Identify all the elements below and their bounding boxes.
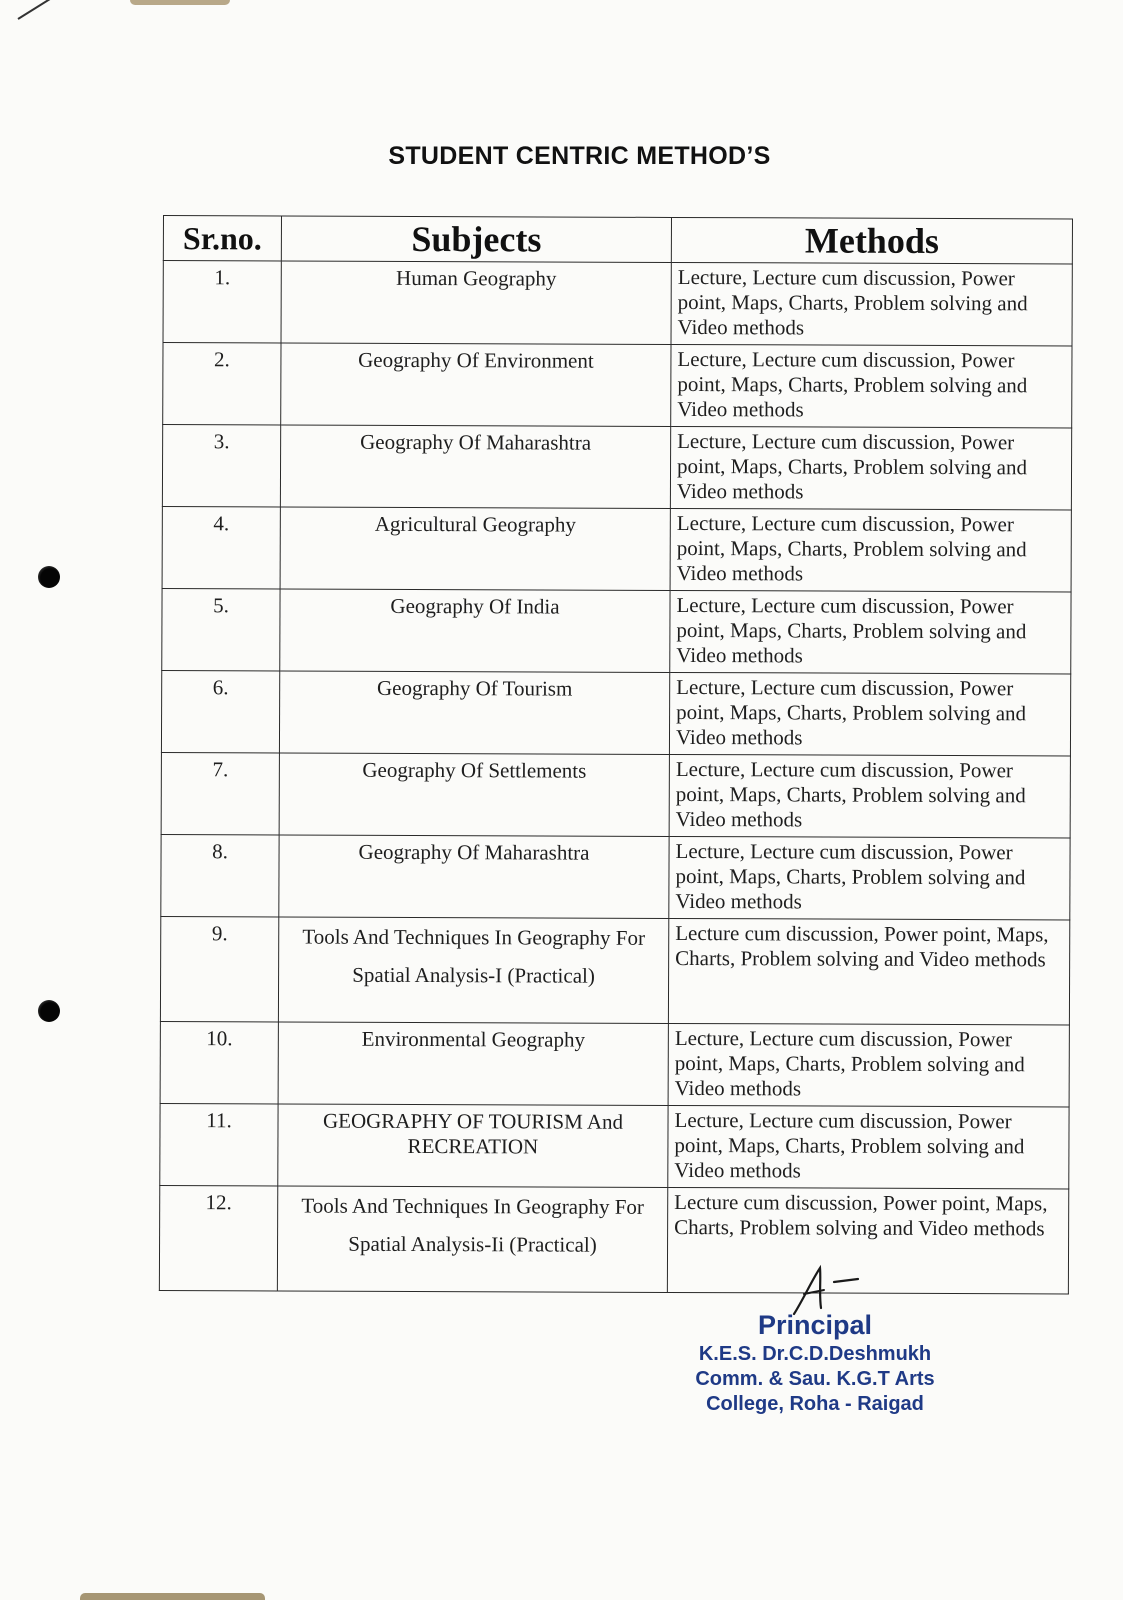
table-row xyxy=(163,343,1072,428)
sr-no-cell: 10. xyxy=(160,1021,278,1103)
pen-mark xyxy=(17,0,56,20)
table-row xyxy=(159,1185,1068,1293)
methods-cell: Lecture, Lecture cum discussion, Power point, Maps, Charts, Problem solving and Video methods xyxy=(668,1023,1069,1107)
sr-no-cell: 5. xyxy=(162,588,280,670)
methods-cell: Lecture cum discussion, Power point, Maps, Charts, Problem solving and Video methods xyxy=(668,918,1069,1025)
paper-tab-bottom xyxy=(80,1593,265,1600)
table-row xyxy=(162,425,1071,510)
methods-cell: Lecture, Lecture cum discussion, Power point, Maps, Charts, Problem solving and Video methods xyxy=(669,836,1070,920)
subject-cell: Human Geography xyxy=(281,261,671,344)
stamp-line-location: College, Roha - Raigad xyxy=(706,1393,924,1415)
subject-cell: Agricultural Geography xyxy=(280,507,670,590)
subject-cell: Geography Of Maharashtra xyxy=(279,835,669,918)
stamp-title: Principal xyxy=(757,1310,873,1340)
methods-cell: Lecture, Lecture cum discussion, Power point, Maps, Charts, Problem solving and Video methods xyxy=(668,1105,1069,1189)
methods-cell: Lecture cum discussion, Power point, Maps, Charts, Problem solving and Video methods xyxy=(667,1187,1068,1294)
punch-hole-lower xyxy=(38,1000,60,1022)
sr-no-cell: 2. xyxy=(163,343,281,425)
table-row xyxy=(160,1021,1069,1106)
methods-cell: Lecture, Lecture cum discussion, Power point, Maps, Charts, Problem solving and Video methods xyxy=(669,672,1070,756)
sr-no-cell: 7. xyxy=(161,752,279,834)
table-header-row xyxy=(163,216,1072,264)
methods-cell: Lecture, Lecture cum discussion, Power point, Maps, Charts, Problem solving and Video methods xyxy=(669,754,1070,838)
page-title: STUDENT CENTRIC METHOD’S xyxy=(388,142,771,170)
subject-cell: Environmental Geography xyxy=(278,1022,668,1105)
table-row xyxy=(160,1103,1069,1188)
table-row xyxy=(162,588,1071,673)
principal-stamp xyxy=(690,1308,940,1417)
sr-no-cell: 4. xyxy=(162,506,280,588)
subject-cell: Tools And Techniques In Geography For Spatial Analysis-Ii (Practical) xyxy=(277,1186,667,1292)
subject-cell: Geography Of Environment xyxy=(281,343,671,426)
table-row xyxy=(161,752,1070,837)
subject-cell: Geography Of India xyxy=(280,589,670,672)
sr-no-cell: 9. xyxy=(160,916,278,1021)
subject-cell: Geography Of Maharashtra xyxy=(280,425,670,508)
paper-tab-top xyxy=(130,0,230,5)
punch-hole-upper xyxy=(38,566,60,588)
methods-cell: Lecture, Lecture cum discussion, Power point, Maps, Charts, Problem solving and Video methods xyxy=(670,508,1071,592)
sr-no-cell: 8. xyxy=(161,834,279,916)
table-row xyxy=(161,834,1070,919)
table-row xyxy=(160,916,1069,1024)
table-row xyxy=(162,506,1071,591)
methods-table xyxy=(159,215,1073,1294)
subject-cell: Tools And Techniques In Geography For Spatial Analysis-I (Practical) xyxy=(278,917,668,1023)
header-subjects: Subjects xyxy=(281,216,671,262)
sr-no-cell: 1. xyxy=(163,261,281,343)
table-row xyxy=(163,261,1072,346)
stamp-line-institution: K.E.S. Dr.C.D.Deshmukh xyxy=(698,1343,932,1365)
subject-cell: Geography Of Settlements xyxy=(279,753,669,836)
table-row xyxy=(161,670,1070,755)
sr-no-cell: 11. xyxy=(160,1103,278,1185)
sr-no-cell: 6. xyxy=(161,670,279,752)
header-methods: Methods xyxy=(671,217,1072,264)
sr-no-cell: 3. xyxy=(162,425,280,507)
subject-cell: GEOGRAPHY OF TOURISM And RECREATION xyxy=(278,1104,668,1187)
methods-cell: Lecture, Lecture cum discussion, Power point, Maps, Charts, Problem solving and Video methods xyxy=(671,344,1072,428)
subject-cell: Geography Of Tourism xyxy=(279,671,669,754)
methods-cell: Lecture, Lecture cum discussion, Power point, Maps, Charts, Problem solving and Video methods xyxy=(670,590,1071,674)
stamp-line-college: Comm. & Sau. K.G.T Arts xyxy=(695,1368,935,1390)
sr-no-cell: 12. xyxy=(159,1185,277,1290)
header-sr-no: Sr.no. xyxy=(163,216,281,261)
methods-cell: Lecture, Lecture cum discussion, Power point, Maps, Charts, Problem solving and Video methods xyxy=(670,426,1071,510)
methods-cell: Lecture, Lecture cum discussion, Power point, Maps, Charts, Problem solving and Video methods xyxy=(671,262,1072,346)
